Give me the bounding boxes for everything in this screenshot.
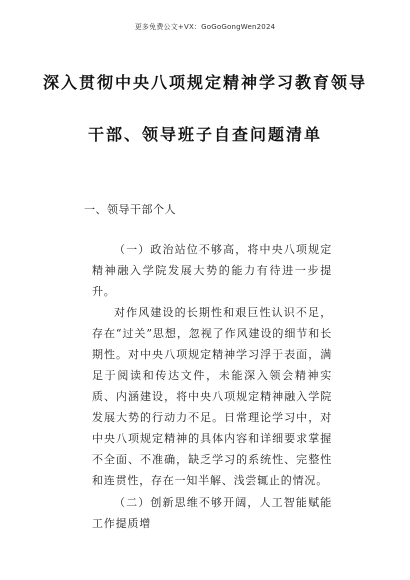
paragraph-2: 对作风建设的长期性和艰巨性认识不足，存在“过关”思想，忽视了作风建设的细节和长期性。对中央八项规定精神学习浮于表面，满足于阅读和传达文件，未能深入领会精神实质、内涵建设，将中央八项规定精神融入学院发展大势的行动力不足。日常理论学习中，对中央八项规定精神的具体内容和详细要求掌握不全面、不准确，缺乏学习的系统性、完整性和连贯性，存在一知半解、浅尝辄止的情况。 (92, 306, 332, 487)
header-note: 更多免费公文+VX：GoGoGongWen2024 (134, 23, 276, 31)
section-heading: 一、领导干部个人 (84, 203, 176, 216)
document-title-line-2: 干部、领导班子自查问题清单 (87, 125, 322, 144)
paragraph-1: （一）政治站位不够高，将中央八项规定精神融入学院发展大势的能力有待进一步提升。 (92, 243, 332, 298)
document-title-line-1: 深入贯彻中央八项规定精神学习教育领导 (42, 73, 367, 92)
paragraph-3: （二）创新思维不够开阔，人工智能赋能工作提质增 (92, 496, 332, 530)
